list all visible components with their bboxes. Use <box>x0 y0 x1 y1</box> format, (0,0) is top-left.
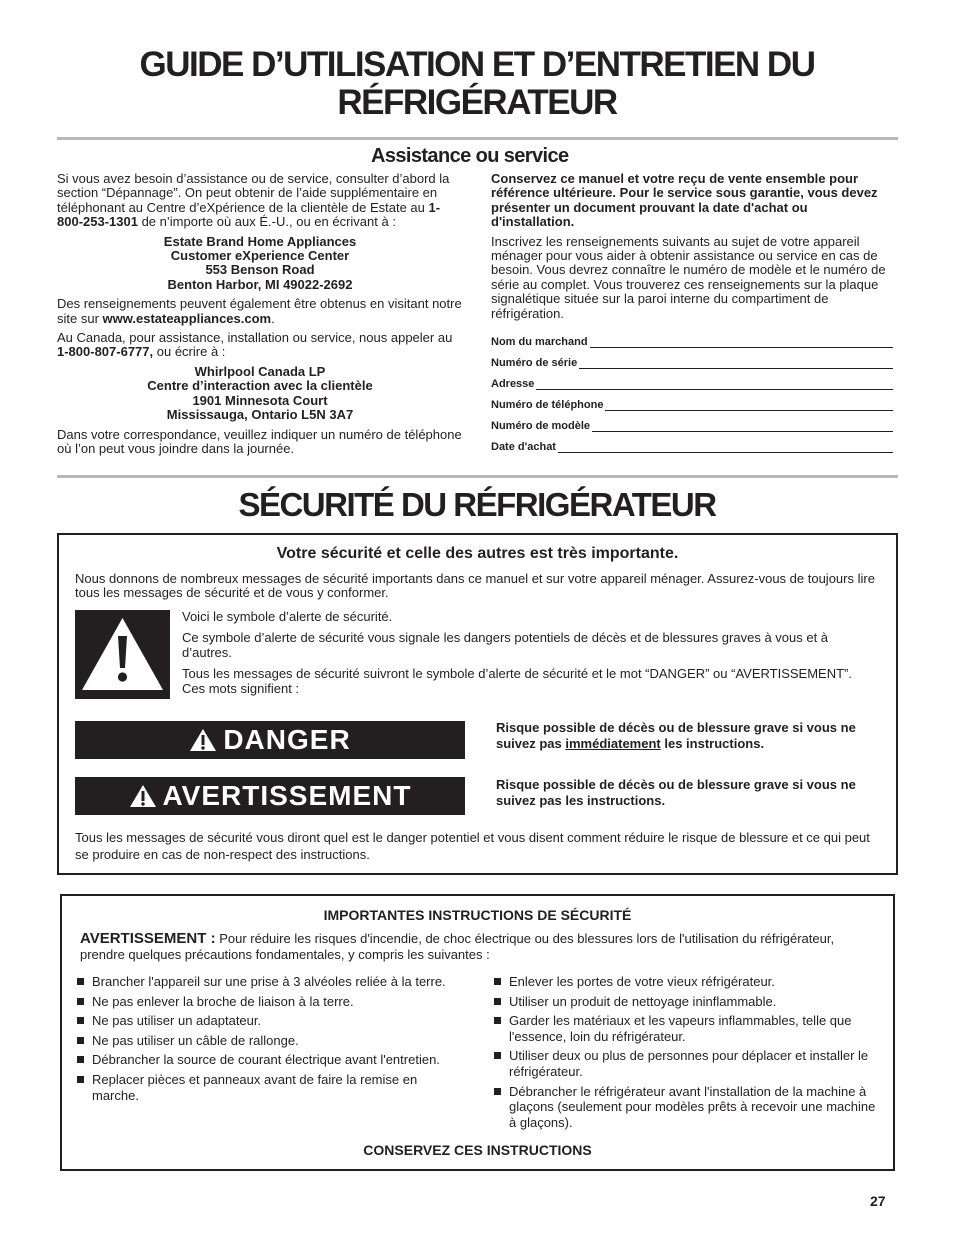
field-purchase-date[interactable]: Date d'achat <box>491 439 893 453</box>
safety-closing: Tous les messages de sécurité vous diront quel est le danger potentiel et vous disent comment réduire le risque de blessure et ce qui peut se produire en cas de non-respect des instructions. <box>75 830 870 862</box>
list-item: Utiliser un produit de nettoyage ininflammable. <box>493 994 878 1010</box>
record-info-para: Inscrivez les renseignements suivants au sujet de votre appareil ménager pour vous aider à obtenir assistance ou service en cas de besoin. Vous devrez connaître le numéro de modèle et le numéro de série au complet. Vous trouverez ces renseignements sur la plaque signalétique située sur la paroi interne du compartiment de réfrigération. <box>491 233 886 321</box>
website-para: Des renseignements peuvent également être obtenus en visitant notre site sur www.estateappliances.com. <box>57 296 462 326</box>
danger-text: Risque possible de décès ou de blessure grave si vous ne suivez pas immédiatement les instructions. <box>496 720 856 751</box>
divider <box>57 475 898 478</box>
keep-manual-para: Conservez ce manuel et votre reçu de vente ensemble pour référence ultérieure. Pour le service sous garantie, vous devez présenter un document prouvant la date d'achat ou d'installation. <box>491 171 878 230</box>
page-title <box>0 46 954 122</box>
canada-para: Au Canada, pour assistance, installation ou service, nous appeler au 1-800-807-6777, ou écrire à : <box>57 330 453 360</box>
list-item: Ne pas enlever la broche de liaison à la terre. <box>76 994 446 1010</box>
list-item: Replacer pièces et panneaux avant de faire la remise en marche. <box>76 1072 446 1103</box>
field-dealer[interactable]: Nom du marchand <box>491 334 893 348</box>
us-address: Estate Brand Home Appliances Customer eXperience Center 553 Benson Road Benton Harbor, MI 49022-2692 <box>163 233 357 292</box>
divider <box>57 137 898 140</box>
warning-triangle-icon <box>189 728 217 752</box>
us-phone: 1-800-253-1301 <box>57 199 441 230</box>
list-item: Ne pas utiliser un câble de rallonge. <box>76 1033 446 1049</box>
warning-text: Risque possible de décès ou de blessure grave si vous ne suivez pas les instructions. <box>496 777 856 808</box>
page-number: 27 <box>870 1193 886 1209</box>
assistance-right-column <box>491 172 893 453</box>
instructions-heading: IMPORTANTES INSTRUCTIONS DE SÉCURITÉ <box>323 907 632 923</box>
assistance-left-column <box>57 172 463 456</box>
safety-box <box>57 533 898 875</box>
field-serial[interactable]: Numéro de série <box>491 355 893 369</box>
list-item: Garder les matériaux et les vapeurs inflammables, telle que l'essence, loin du réfrigérateur. <box>493 1013 878 1044</box>
list-item: Brancher l'appareil sur une prise à 3 alvéoles reliée à la terre. <box>76 974 446 990</box>
warning-banner: AVERTISSEMENT <box>75 777 465 815</box>
field-model[interactable]: Numéro de modèle <box>491 418 893 432</box>
safety-intro: Nous donnons de nombreux messages de sécurité importants dans ce manuel et sur votre appareil ménager. Assurez-vous de toujours lire tous les messages de sécurité et de vous y conformer. <box>75 571 875 601</box>
canada-address: Whirlpool Canada LP Centre d’interaction avec la clientèle 1901 Minnesota Court Mississauga, Ontario L5N 3A7 <box>147 363 373 423</box>
assistance-heading: Assistance ou service <box>371 145 569 167</box>
instructions-left-list <box>76 974 446 1107</box>
list-item: Enlever les portes de votre vieux réfrigérateur. <box>493 974 878 990</box>
assistance-intro: Si vous avez besoin d’assistance ou de service, consulter d’abord la section “Dépannage”. On peut obtenir de l’aide supplémentaire en téléphonant au Centre d’eXpérience de la clientèle de Estate au 1-800-253-1301 de n’importe où aux É.-U., ou en écrivant à : <box>57 171 450 230</box>
instructions-right-list <box>493 974 878 1134</box>
list-item: Débrancher la source de courant électrique avant l'entretien. <box>76 1052 446 1068</box>
safety-heading: SÉCURITÉ DU RÉFRIGÉRATEUR <box>238 486 716 523</box>
correspondence-para: Dans votre correspondance, veuillez indiquer un numéro de téléphone où l’on peut vous joindre dans la journée. <box>57 426 462 456</box>
title-line-1: GUIDE D’UTILISATION ET D’ENTRETIEN DU <box>139 45 815 84</box>
field-address[interactable]: Adresse <box>491 376 893 390</box>
instructions-warning: AVERTISSEMENT : Pour réduire les risques d'incendie, de choc électrique ou des blessures lors de l'utilisation du réfrigérateur, prendre quelques précautions fondamentales, y compris les suivantes : <box>80 930 835 962</box>
safety-box-heading: Votre sécurité et celle des autres est très importante. <box>276 545 679 562</box>
instructions-box <box>60 894 895 1171</box>
danger-banner: DANGER <box>75 721 465 759</box>
website-link[interactable]: www.estateappliances.com <box>102 310 272 326</box>
list-item: Débrancher le réfrigérateur avant l'installation de la machine à glaçons (seulement pour modèles prêts à recevoir une machine à glaçons). <box>493 1084 878 1131</box>
info-fields <box>491 334 893 453</box>
warning-triangle-icon <box>129 784 157 808</box>
save-instructions: CONSERVEZ CES INSTRUCTIONS <box>363 1142 592 1158</box>
canada-phone: 1-800-807-6777, <box>57 344 154 360</box>
list-item: Utiliser deux ou plus de personnes pour déplacer et installer le réfrigérateur. <box>493 1048 878 1079</box>
title-line-2: RÉFRIGÉRATEUR <box>337 83 617 122</box>
symbol-text: Voici le symbole d’alerte de sécurité. Ce symbole d’alerte de sécurité vous signale les dangers potentiels de décès et de blessures graves à vous et à d’autres. Tous les messages de sécurité suivront le symbole d’alerte de sécurité et le mot “DANGER” ou “AVERTISSEMENT”. Ces mots signifient : <box>182 609 852 696</box>
safety-alert-icon <box>75 610 170 699</box>
field-phone[interactable]: Numéro de téléphone <box>491 397 893 411</box>
list-item: Ne pas utiliser un adaptateur. <box>76 1013 446 1029</box>
